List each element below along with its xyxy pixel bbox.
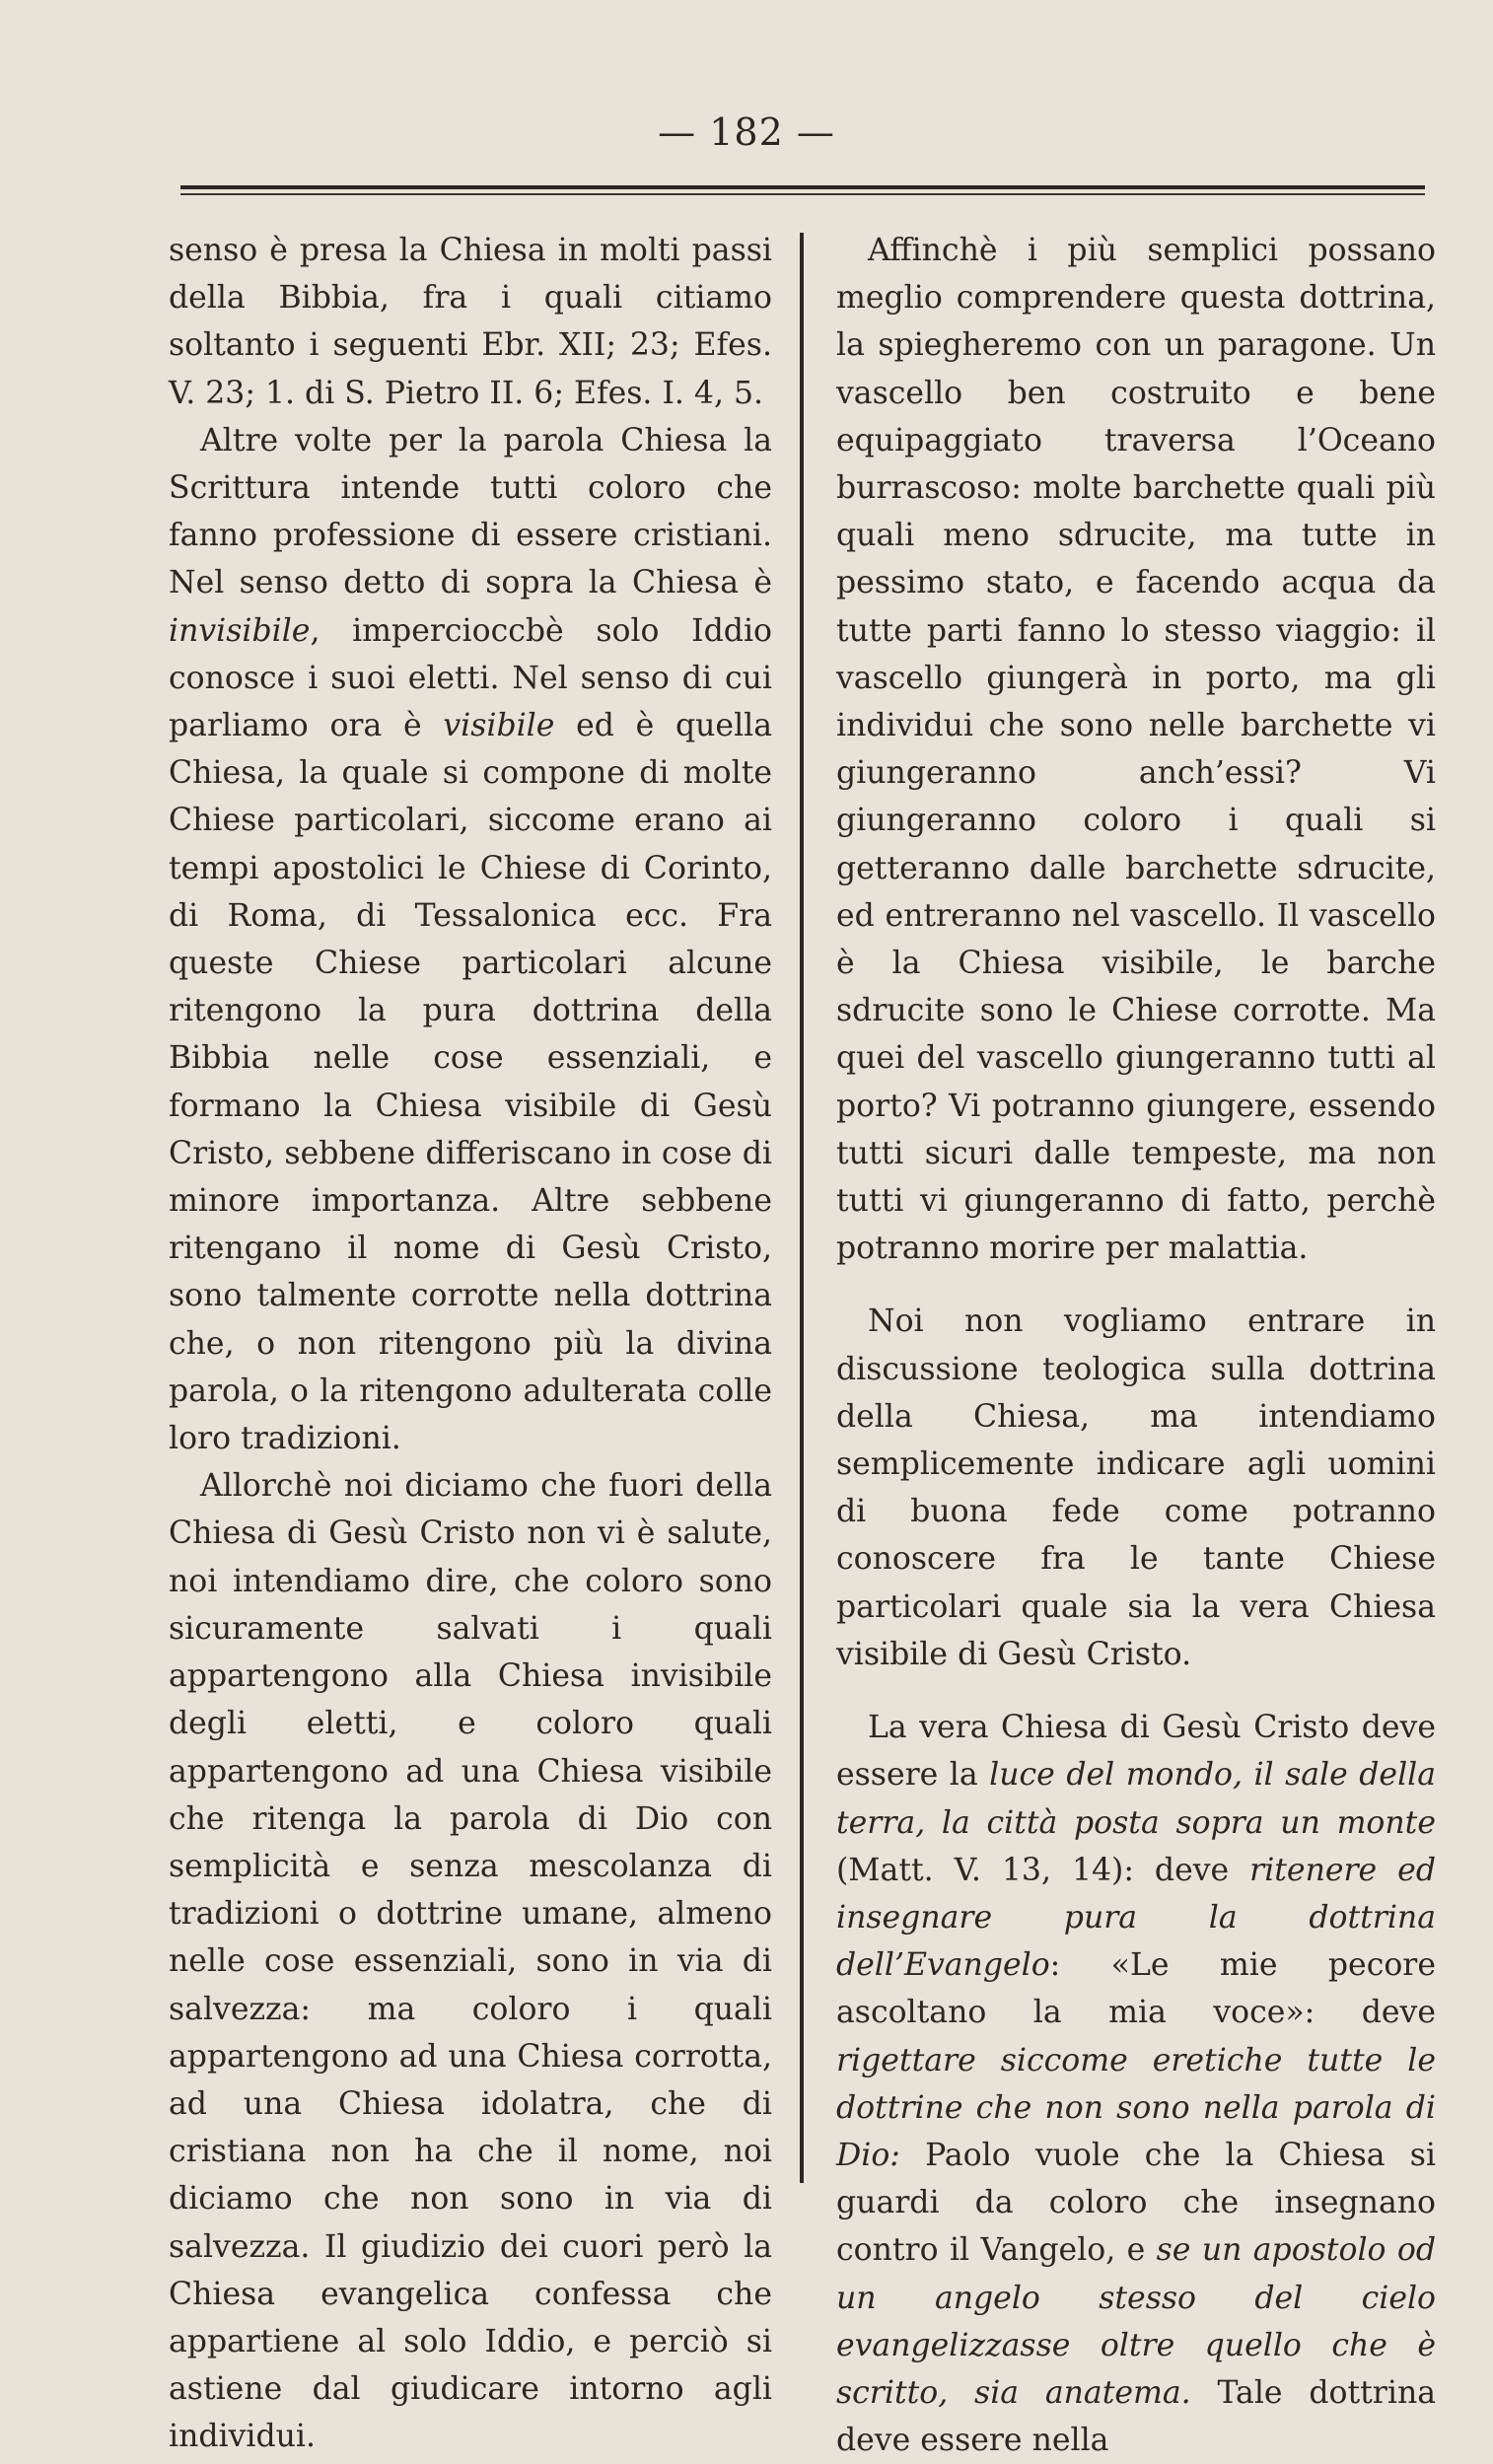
header-rule: [180, 185, 1425, 195]
paragraph: Altre volte per la parola Chiesa la Scrittura intende tutti coloro che fanno professione di essere cristiani. Nel senso detto di sopra la Chiesa è invisibile, impercioccbè solo Iddio conosce i suoi eletti. Nel senso di cui parliamo ora è visibile ed è quella Chiesa, la quale si compone di molte Chiese particolari, siccome erano ai tempi apostolici le Chiese di Corinto, di Roma, di Tessalonica ecc. Fra queste Chiese particolari alcune ritengono la pura dottrina della Bibbia nelle cose essenziali, e formano la Chiesa visibile di Gesù Cristo, sebbene differiscano in cose di minore importanza. Altre sebbene ritengano il nome di Gesù Cristo, sono talmente corrotte nella dottrina che, o non ritengono più la divina parola, o la ritengono adulterata colle loro tradizioni.: [169, 422, 772, 1457]
column-divider: [800, 233, 804, 2183]
paragraph: La vera Chiesa di Gesù Cristo deve essere la luce del mondo, il sale della terra, la città posta sopra un monte (Matt. V. 13, 14): deve ritenere ed insegnare pura la dottrina dell’Evangelo: «Le mie pecore ascoltano la mia voce»: deve rigettare siccome eretiche tutte le dottrine che non sono nella parola di Dio: Paolo vuole che la Chiesa si guardi da coloro che insegnano contro il Vangelo, e se un apostolo od un angelo stesso del cielo evangelizzasse oltre quello che è scritto, sia anatema. Tale dottrina deve essere nella: [836, 1710, 1437, 2459]
emphasis: visibile: [443, 708, 555, 744]
paragraph: Allorchè noi diciamo che fuori della Chiesa di Gesù Cristo non vi è salute, noi intendiamo dire, che coloro sono sicuramente salvati i quali appartengono alla Chiesa invisibile degli eletti, e coloro quali appartengono ad una Chiesa visibile che ritenga la parola di Dio con semplicità e senza mescolanza di tradizioni o dottrine umane, almeno nelle cose essenziali, sono in via di salvezza: ma coloro i quali appartengono ad una Chiesa corrotta, ad una Chiesa idolatra, che di cristiana non ha che il nome, noi diciamo che non sono in via di salvezza. Il giudizio dei cuori però la Chiesa evangelica confessa che appartiene al solo Iddio, e perciò si astiene dal giudicare intorno agli individui.: [169, 1468, 772, 2455]
left-column: [169, 227, 772, 2455]
right-column: [836, 227, 1437, 2459]
page-number: — 182 —: [658, 110, 835, 154]
emphasis: ritenere ed insegnare pura la dottrina dell’Evangelo: [836, 1852, 1436, 1984]
emphasis: se un apostolo od un angelo stesso del cielo evangelizzasse oltre quello che è scritto, sia anatema.: [836, 2232, 1436, 2411]
paragraph: senso è presa la Chiesa in molti passi della Bibbia, fra i quali citiamo soltanto i seguenti Ebr. XII; 23; Efes. V. 23; 1. di S. Pietro II. 6; Efes. I. 4, 5.: [169, 233, 772, 411]
paragraph: Noi non vogliamo entrare in discussione teologica sulla dottrina della Chiesa, ma intendiamo semplicemente indicare agli uomini di buona fede come potranno conoscere fra le tante Chiese particolari quale sia la vera Chiesa visibile di Gesù Cristo.: [836, 1303, 1436, 1672]
paragraph: Affinchè i più semplici possano meglio comprendere questa dottrina, la spiegheremo con un paragone. Un vascello ben costruito e bene equipaggiato traversa l’Oceano burrascoso: molte barchette quali più quali meno sdrucite, ma tutte in pessimo stato, e facendo acqua da tutte parti fanno lo stesso viaggio: il vascello giungerà in porto, ma gli individui che sono nelle barchette vi giungeranno anch’essi? Vi giungeranno coloro i quali si getteranno dalle barchette sdrucite, ed entreranno nel vascello. Il vascello è la Chiesa visibile, le barche sdrucite sono le Chiese corrotte. Ma quei del vascello giungeranno tutti al porto? Vi potranno giungere, essendo tutti sicuri dalle tempeste, ma non tutti vi giungeranno di fatto, perchè potranno morire per malattia.: [836, 233, 1436, 1267]
emphasis: invisibile: [169, 612, 311, 649]
emphasis: luce del mondo, il sale della terra, la città posta sopra un monte: [836, 1757, 1436, 1841]
emphasis: rigettare siccome eretiche tutte le dottrine che non sono nella parola di Dio:: [836, 2042, 1436, 2173]
